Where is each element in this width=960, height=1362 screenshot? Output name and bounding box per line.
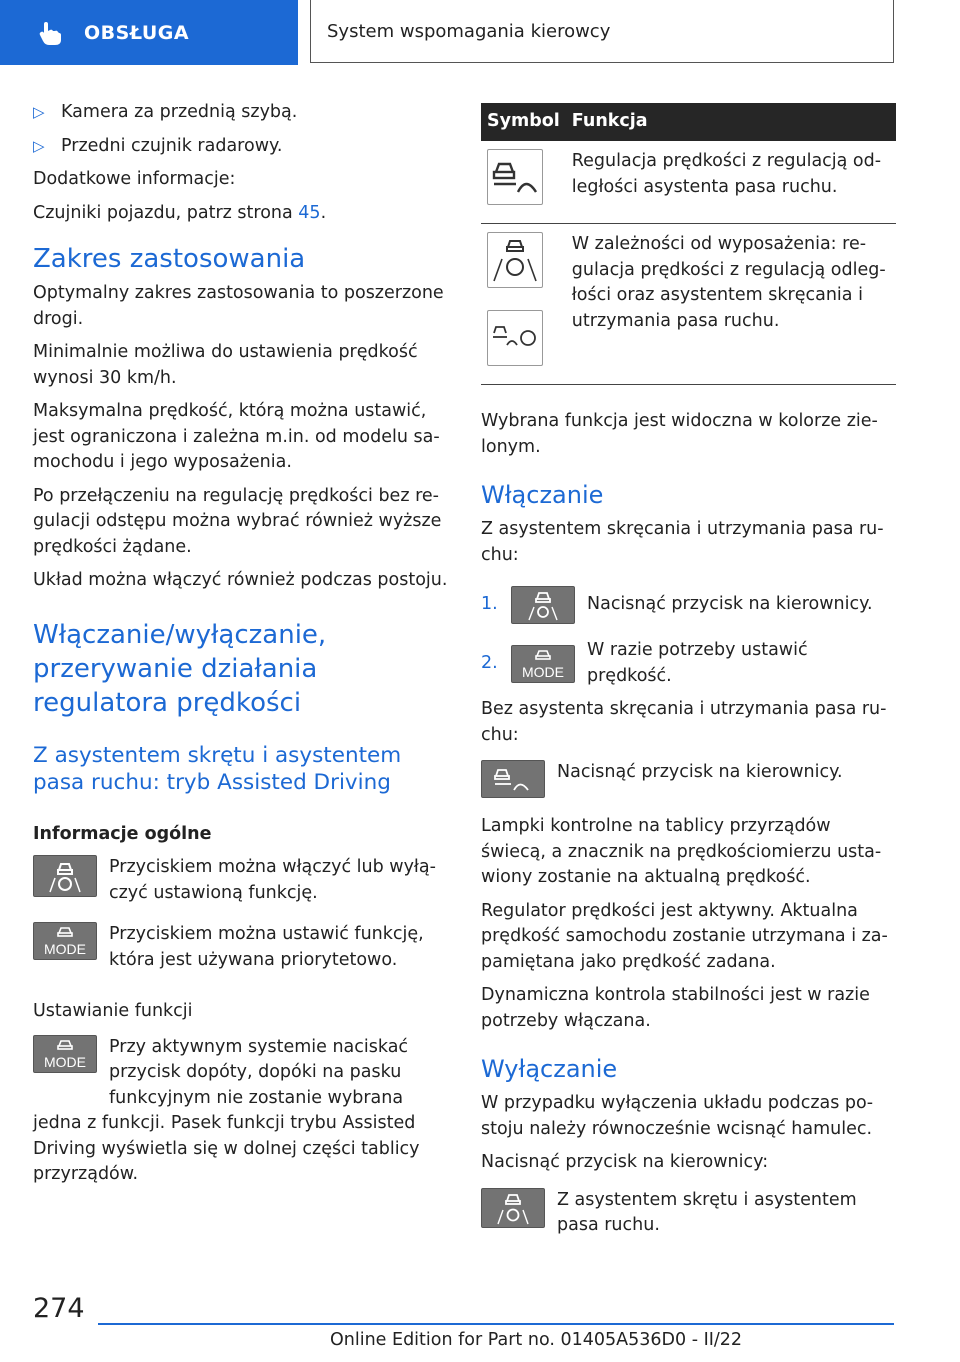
mode-button-icon: [33, 922, 97, 960]
hand-pointer-icon: [38, 20, 64, 46]
paragraph: Po przełączeniu na regulację prędkości bez regulacji odstępu można wybrać również wyższe prędkości żądane.: [33, 485, 442, 557]
distance-steering-symbol-icon: [487, 310, 543, 366]
section-title: OBSŁUGA: [84, 21, 190, 44]
on-heading: Włączanie: [481, 481, 604, 509]
table-header: Symbol Funkcja: [481, 103, 896, 141]
paragraph: jedna z funkcji. Pasek funkcji trybu Assisted Driving wyświetla się w dolnej części tablicy przyrządów.: [33, 1113, 420, 1184]
svg-text:MODE: MODE: [522, 663, 564, 680]
paragraph: Przy aktywnym systemie naciskać przycisk dopóty, dopóki na pasku funkcyjnym nie zostanie wybrana: [109, 1036, 409, 1108]
off-heading: Wyłączanie: [481, 1055, 618, 1083]
page-link[interactable]: 45: [298, 202, 321, 223]
section-tab: [0, 0, 298, 65]
paragraph: W przypadku wyłączenia układu podczas postoju należy równocześnie wcisnąć hamulec.: [481, 1093, 874, 1139]
scope-heading: Zakres zastosowania: [33, 244, 306, 274]
chapter-header: [310, 0, 894, 63]
general-heading: Informacje ogólne: [33, 823, 212, 844]
right-column: [481, 103, 896, 1239]
page-number: 274: [33, 1293, 85, 1324]
assist-heading: Z asystentem skrętu i asystentem pasa ruchu: tryb Assisted Driving: [33, 742, 402, 795]
bullet-item: ▷ Przedni czujnik radarowy.: [33, 134, 453, 160]
sensors-ref: Czujniki pojazdu, patrz strona 45.: [33, 202, 327, 223]
svg-text:MODE: MODE: [44, 1053, 86, 1070]
paragraph: Maksymalna prędkość, którą można ustawić, jest ograniczona i zależna m.in. od modelu samochodu i jego wyposażenia.: [33, 401, 440, 472]
table-cell: W zależności od wyposażenia: regulacja prędkości z regulacją odległości oraz asystentem skręcania i utrzymania pasa ruchu.: [566, 224, 896, 385]
paragraph: Z asystentem skrętu i asystentem pasa ruchu.: [557, 1189, 857, 1235]
mode-button-icon: [511, 645, 575, 683]
step-item: 2. MODE W razie potrzeby ustawić prędkość.: [481, 640, 808, 686]
bullet-item: ▷ Kamera za przednią szybą.: [33, 100, 453, 126]
paragraph: Układ można włączyć również podczas postoju.: [33, 570, 448, 590]
extra-info-label: Dodatkowe informacje:: [33, 169, 236, 189]
svg-text:MODE: MODE: [44, 941, 86, 957]
distance-control-symbol-icon: [487, 149, 543, 205]
steering-assist-symbol-icon: [487, 232, 543, 288]
paragraph: Przyciskiem można ustawić funkcję, która jest używana priorytetowo.: [109, 924, 424, 970]
paragraph: Lampki kontrolne na tablicy przyrządów świecą, a znacznik na prędkościomierzu ustawiony zostanie na aktualną prędkość.: [481, 816, 882, 887]
paragraph: Minimalnie możliwa do ustawienia prędkość wynosi 30 km/h.: [33, 342, 418, 388]
paragraph: Nacisnąć przycisk na kierownicy.: [557, 762, 843, 782]
paragraph: Dynamiczna kontrola stabilności jest w razie potrzeby włączana.: [481, 985, 870, 1031]
paragraph: Regulator prędkości jest aktywny. Aktualna prędkość samochodu zostanie utrzymana i zapamiętana jako prędkość zadana.: [481, 900, 888, 972]
set-heading: Ustawianie funkcji: [33, 1001, 193, 1021]
triangle-bullet-icon: ▷: [33, 136, 45, 155]
paragraph: Z asystentem skręcania i utrzymania pasa ruchu:: [481, 519, 884, 565]
icon-item: [33, 1035, 453, 1112]
table-row: [481, 224, 896, 385]
distance-button-icon: [481, 760, 545, 798]
paragraph: Wybrana funkcja jest widoczna w kolorze zielonym.: [481, 411, 878, 457]
icon-item: [481, 760, 896, 798]
paragraph: Bez asystenta skręcania i utrzymania pasa ruchu:: [481, 699, 887, 745]
paragraph: Optymalny zakres zastosowania to poszerzone drogi.: [33, 283, 444, 329]
mode-button-icon: [33, 1035, 97, 1073]
symbol-table: [481, 103, 896, 385]
step-item: 1. Nacisnąć przycisk na kierownicy.: [481, 586, 896, 624]
edition-text: Online Edition for Part no. 01405A536D0 - II/22: [330, 1330, 743, 1350]
triangle-bullet-icon: ▷: [33, 103, 45, 121]
table-cell: Regulacja prędkości z regulacją odległości asystenta pasa ruchu.: [566, 141, 896, 224]
paragraph: Nacisnąć przycisk na kierownicy:: [481, 1152, 769, 1172]
left-column: [33, 100, 453, 1188]
paragraph: Przyciskiem można włączyć lub wyłączyć ustawioną funkcję.: [109, 857, 436, 903]
chapter-title: System wspomagania kierowcy: [327, 20, 611, 42]
onoff-heading: Włączanie/wyłączanie, przerywanie działania regulatora prędkości: [33, 619, 327, 718]
table-row: [481, 141, 896, 224]
footer-divider: [98, 1323, 894, 1325]
icon-item: [481, 1188, 896, 1239]
icon-item: [33, 855, 453, 906]
assist-button-icon: [33, 855, 97, 897]
assist-button-icon: [481, 1188, 545, 1228]
assist-button-icon: [511, 586, 575, 624]
icon-item: [33, 922, 453, 973]
